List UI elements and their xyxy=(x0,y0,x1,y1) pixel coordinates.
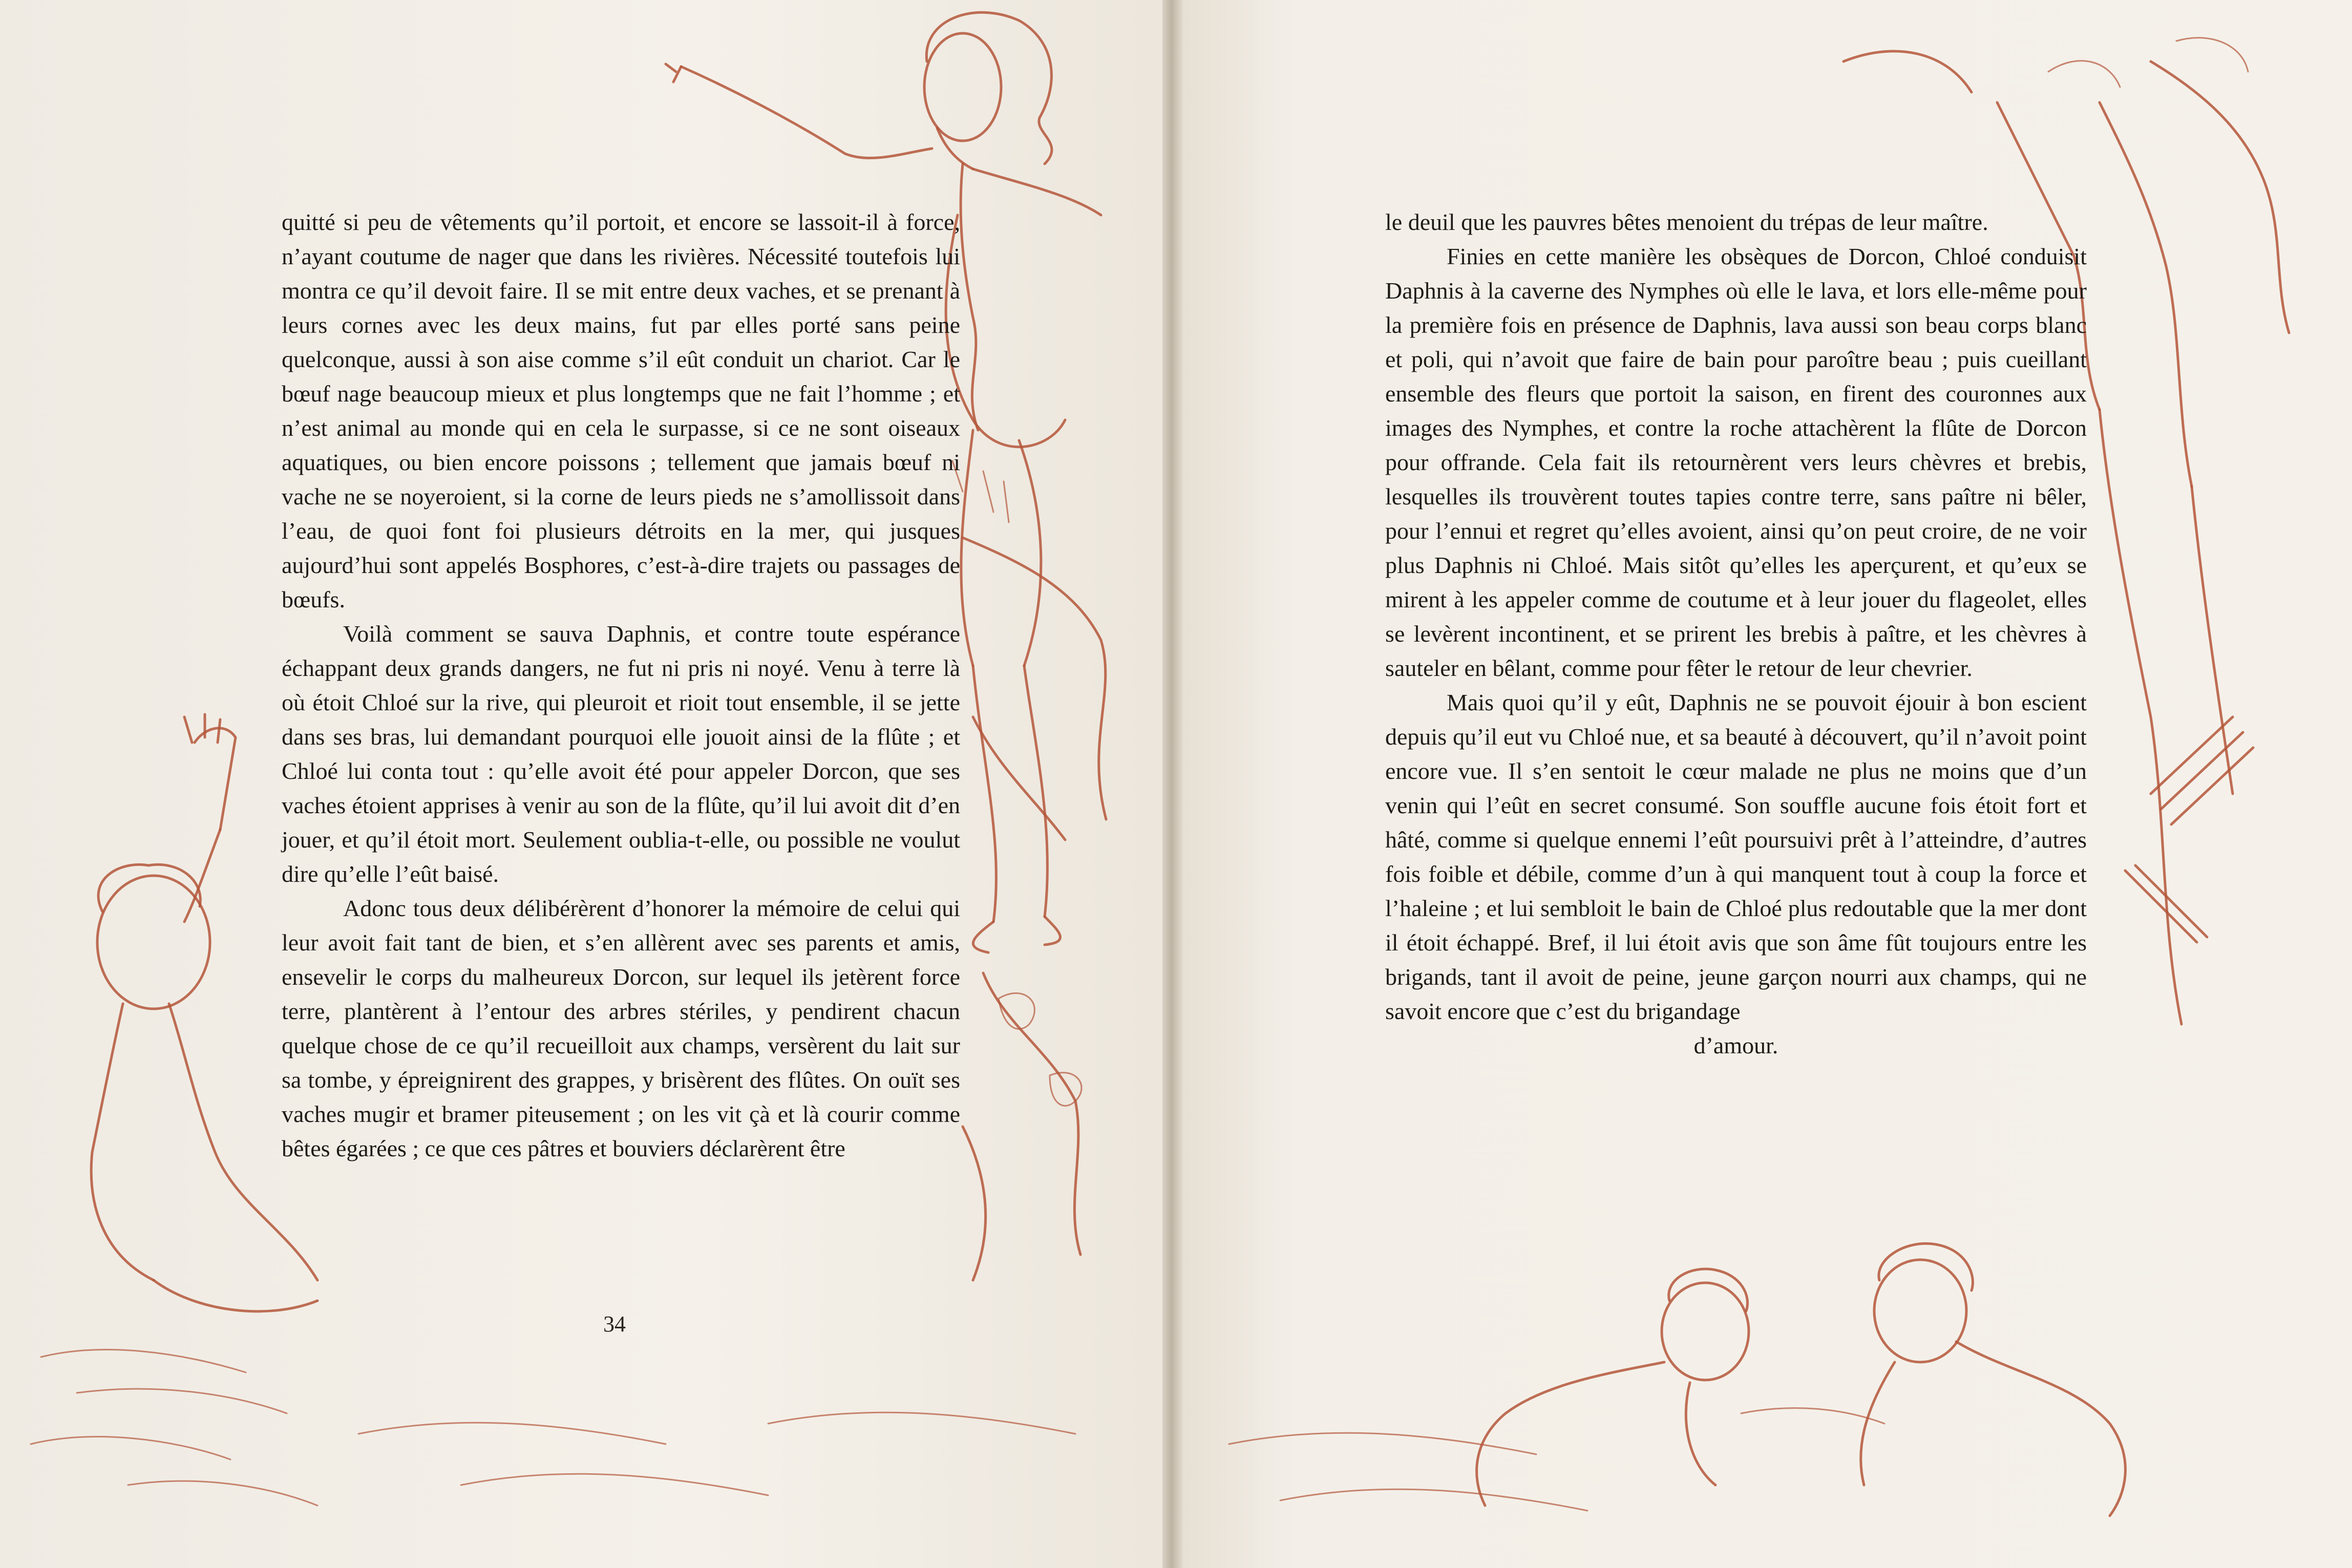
sketch-two-children xyxy=(1477,1243,2126,1516)
page-number: 34 xyxy=(603,1311,626,1337)
sketch-water-ripples xyxy=(358,1412,1587,1511)
paragraph-closing: d’amour. xyxy=(1693,1032,1778,1058)
right-page-text xyxy=(1385,205,2087,1063)
paragraph: Mais quoi qu’il y eût, Daphnis ne se pouvoit éjouir à bon escient depuis qu’il eut vu Chloé nue, et sa beauté à découvert, qu’il n’avoit point encore vue. Il s’en sentoit le cœur malade ne plus ne moins que d’un venin qui l’eût en secret consumé. Son souffle aucune fois étoit fort et hâté, comme si quelque ennemi l’eût poursuivi prêt à l’atteindre, d’autres fois foible et débile, comme d’un à qui manquent tout à coup la force et l’haleine ; et lui sembloit le bain de Chloé plus redoutable que la mer dont il étoit échappé. Bref, il lui étoit avis que son âme fût toujours entre les brigands, tant il avoit de peine, jeune garçon nourri aux champs, qui ne savoit encore que c’est du brigandage xyxy=(1385,689,2087,1024)
paragraph: quitté si peu de vêtements qu’il portoit, et encore se lassoit-il à force, n’ayant coutume de nager que dans les rivières. Nécessité toutefois lui montra ce qu’il devoit faire. Il se mit entre deux vaches, et se prenant à leurs cornes avec les deux mains, fut par elles porté sans peine quelconque, aussi à son aise comme s’il eût conduit un chariot. Car le bœuf nage beaucoup mieux et plus longtemps que ne fait l’homme ; et n’est animal au monde qui en cela le surpasse, si ce ne sont oiseaux aquatiques, ou bien encore poissons ; tellement que jamais bœuf ni vache ne se noyeroient, si la corne de leurs pieds ne s’amollissoit dans l’eau, de quoi font foi plusieurs détroits en la mer, qui jusques aujourd’hui sont appelés Bosphores, c’est-à-dire trajets ou passages de bœufs. xyxy=(282,209,960,612)
paragraph: Finies en cette manière les obsèques de Dorcon, Chloé conduisit Daphnis à la caverne des Nymphes où elle le lava, et lors elle-même pour la première fois en présence de Daphnis, lava aussi son beau corps blanc et poli, qui n’avoit que faire de bain pour paroître beau ; puis cueillant ensemble des fleurs que portoit la saison, en firent des couronnes aux images des Nymphes, et contre la roche attachèrent la flûte de Dorcon pour offrande. Cela fait ils retournèrent vers leurs chèvres et brebis, lesquelles ils trouvèrent toutes tapies contre terre, sans paître ni bêler, pour l’ennui et regret qu’elles avoient, ainsi qu’on peut croire, de ne voir plus Daphnis ni Chloé. Mais sitôt qu’elles les aperçurent, et qu’eux se mirent à les appeler comme de coutume et à leur jouer du flageolet, elles se levèrent incontinent, et se prirent les brebis à paître, et les chèvres à sauteler en bêlant, comme pour fêter le retour de leur chevrier. xyxy=(1385,243,2087,681)
sketch-boy-in-water xyxy=(31,714,317,1506)
left-page-text xyxy=(282,205,960,1166)
sketch-vines-left xyxy=(963,538,1106,1280)
paragraph: Adonc tous deux délibérèrent d’honorer la mémoire de celui qui leur avoit fait tant de bien, et s’en allèrent avec ses parents et amis, ensevelir le corps du malheureux Dorcon, sur lequel ils jetèrent force terre, plantèrent à l’entour des arbres stériles, y pendirent chacun quelque chose de ce qu’il recueilloit aux champs, versèrent du lait sur sa tombe, y épreignirent des grappes, y brisèrent des flûtes. On ouït ses vaches mugir et bramer piteusement ; on les vit çà et là courir comme bêtes égarées ; ce que ces pâtres et bouviers déclarèrent être xyxy=(282,895,960,1161)
paragraph: Voilà comment se sauva Daphnis, et contre toute espérance échappant deux grands dangers, ne fut ni pris ni noyé. Venu à terre là où étoit Chloé sur la rive, qui pleuroit et rioit tout ensemble, il se jette dans ses bras, lui demandant pourquoi elle jouoit ainsi de la flûte ; et Chloé lui conta tout : qu’elle avoit été pour appeler Dorcon, que ses vaches étoient apprises à venir au son de la flûte, qu’il lui avoit dit d’en jouer, et qu’il étoit mort. Seulement oublia-t-elle, ou possible ne voulut dire qu’elle l’eût baisé. xyxy=(282,621,960,887)
paragraph: le deuil que les pauvres bêtes menoient du trépas de leur maître. xyxy=(1385,209,1988,235)
